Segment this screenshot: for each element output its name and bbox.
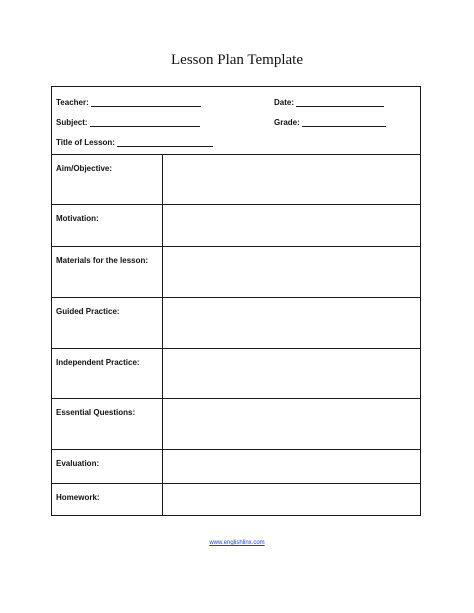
page-title: Lesson Plan Template xyxy=(171,52,303,68)
footer-link[interactable]: www.englishlinx.com xyxy=(209,540,265,546)
section-motivation xyxy=(52,205,420,247)
teacher-label: Teacher: xyxy=(56,98,89,107)
section-label: Evaluation: xyxy=(56,459,100,468)
section-label: Aim/Objective: xyxy=(56,164,113,173)
section-answer-area[interactable] xyxy=(162,484,421,516)
subject-label: Subject: xyxy=(56,118,88,127)
teacher-field xyxy=(56,98,201,107)
section-materials xyxy=(52,247,420,298)
title-of-lesson-label: Title of Lesson: xyxy=(56,138,115,147)
teacher-blank[interactable] xyxy=(91,98,201,107)
section-independent-practice xyxy=(52,349,420,399)
section-answer-area[interactable] xyxy=(162,450,421,483)
subject-blank[interactable] xyxy=(90,118,200,127)
section-label: Materials for the lesson: xyxy=(56,256,149,265)
section-homework xyxy=(52,484,420,516)
date-field xyxy=(274,98,384,107)
section-evaluation xyxy=(52,450,420,484)
section-essential-questions xyxy=(52,399,420,450)
subject-field xyxy=(56,118,200,127)
date-blank[interactable] xyxy=(296,98,384,107)
section-answer-area[interactable] xyxy=(162,155,421,204)
grade-field xyxy=(274,118,386,127)
section-aim-objective xyxy=(52,155,420,205)
section-label: Motivation: xyxy=(56,214,99,223)
section-label: Independent Practice: xyxy=(56,358,140,367)
grade-label: Grade: xyxy=(274,118,300,127)
section-answer-area[interactable] xyxy=(162,298,421,348)
section-label: Guided Practice: xyxy=(56,307,120,316)
section-answer-area[interactable] xyxy=(162,399,421,449)
section-label: Essential Questions: xyxy=(56,408,136,417)
section-label: Homework: xyxy=(56,493,100,502)
lesson-plan-form xyxy=(51,86,421,516)
title-of-lesson-field xyxy=(56,138,213,147)
section-guided-practice xyxy=(52,298,420,349)
section-answer-area[interactable] xyxy=(162,247,421,297)
grade-blank[interactable] xyxy=(302,118,386,127)
date-label: Date: xyxy=(274,98,295,107)
section-answer-area[interactable] xyxy=(162,349,421,398)
title-of-lesson-blank[interactable] xyxy=(117,138,213,147)
form-header xyxy=(52,87,420,155)
section-answer-area[interactable] xyxy=(162,205,421,246)
